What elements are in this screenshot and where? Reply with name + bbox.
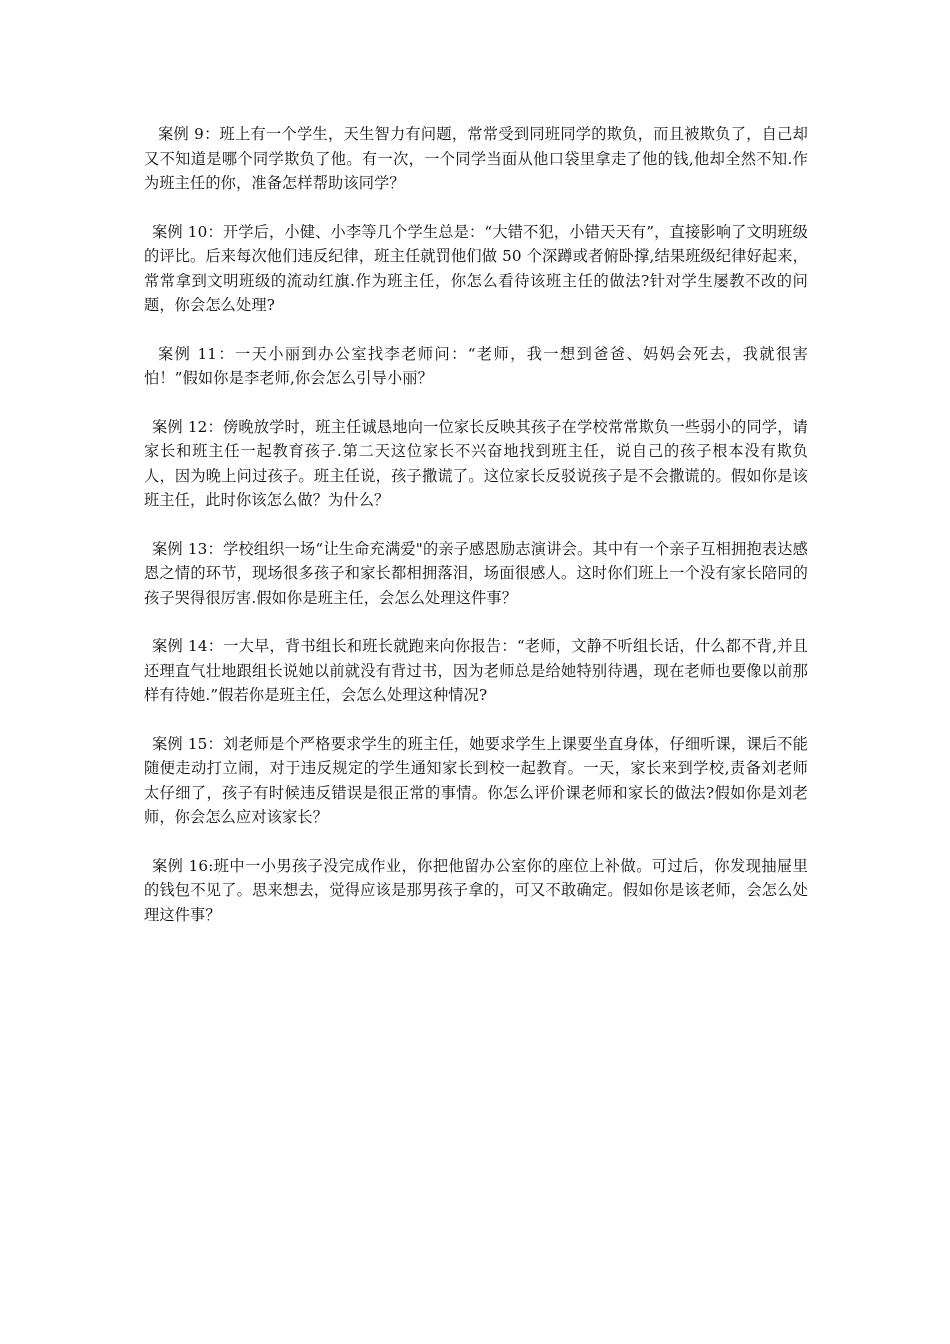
case-13-paragraph: 案例 13：学校组织一场“让生命充满爱"的亲子感恩励志演讲会。其中有一个亲子互相拥抱表达感恩之情的环节，现场很多孩子和家长都相拥落泪，场面很感人。这时你们班上一个没有家长陪同的孩子哭得很厉害.假如你是班主任，会怎么处理这件事？ — [144, 539, 808, 607]
case-10-paragraph: 案例 10：开学后，小健、小李等几个学生总是：“大错不犯，小错天天有”，直接影响了文明班级的评比。后来每次他们违反纪律，班主任就罚他们做 50 个深蹲或者俯卧撑,结果班级纪律好起来，常常拿到文明班级的流动红旗.作为班主任，你怎么看待该班主任的做法?针对学生屡教不改的问题，你会怎么处理? — [144, 222, 808, 314]
case-11-paragraph: 案例 11：一天小丽到办公室找李老师问：“老师，我一想到爸爸、妈妈会死去，我就很害怕！”假如你是李老师,你会怎么引导小丽？ — [144, 344, 808, 387]
case-15-paragraph: 案例 15：刘老师是个严格要求学生的班主任，她要求学生上课要坐直身体，仔细听课，课后不能随便走动打立闹，对于违反规定的学生通知家长到校一起教育。一天，家长来到学校,责备刘老师太仔细了，孩子有时候违反错误是很正常的事情。你怎么评价课老师和家长的做法?假如你是刘老师，你会怎么应对该家长？ — [144, 734, 808, 826]
case-12-paragraph: 案例 12：傍晚放学时，班主任诚恳地向一位家长反映其孩子在学校常常欺负一些弱小的同学，请家长和班主任一起教育孩子.第二天这位家长不兴奋地找到班主任，说自己的孩子根本没有欺负人，因为晚上问过孩子。班主任说，孩子撒谎了。这位家长反驳说孩子是不会撒谎的。假如你是该班主任，此时你该怎么做？为什么？ — [144, 417, 808, 509]
case-16-paragraph: 案例 16:班中一小男孩子没完成作业，你把他留办公室你的座位上补做。可过后，你发现抽屉里的钱包不见了。思来想去，觉得应该是那男孩子拿的，可又不敢确定。假如你是该老师，会怎么处理这件事？ — [144, 856, 808, 924]
case-9-paragraph: 案例 9：班上有一个学生，天生智力有问题，常常受到同班同学的欺负，而且被欺负了，自己却又不知道是哪个同学欺负了他。有一次，一个同学当面从他口袋里拿走了他的钱,他却全然不知.作为班主任的你，准备怎样帮助该同学？ — [144, 125, 808, 192]
case-14-paragraph: 案例 14：一大早，背书组长和班长就跑来向你报告：“老师，文静不听组长话，什么都不背,并且还理直气壮地跟组长说她以前就没有背过书，因为老师总是给她特别待遇，现在老师也要像以前那样有待她.”假若你是班主任，会怎么处理这种情况? — [144, 637, 808, 704]
document-page — [144, 122, 808, 951]
